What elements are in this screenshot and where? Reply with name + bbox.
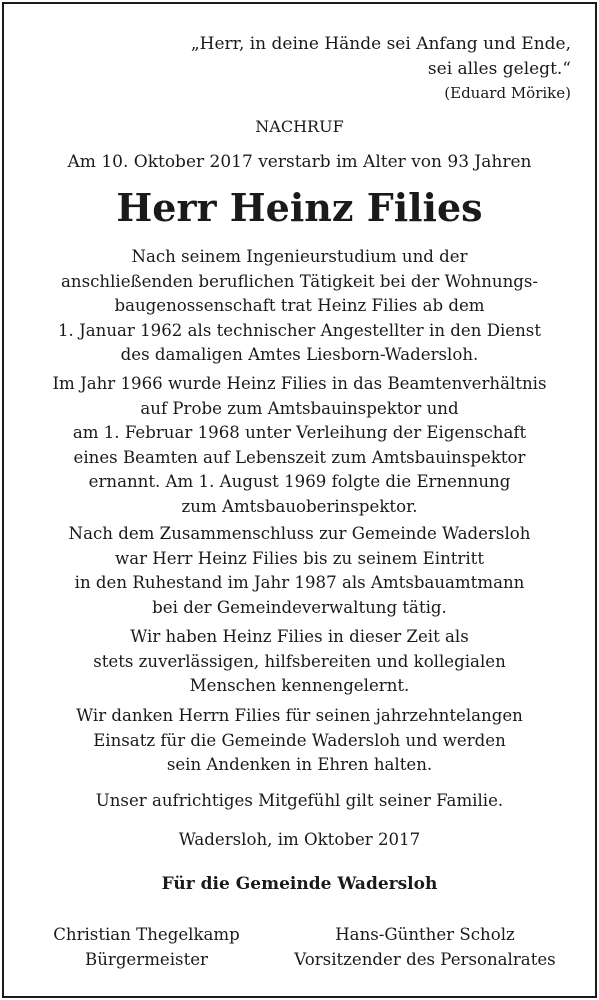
paragraph-character: Wir haben Heinz Filies in dieser Zeit als stets zuverlässigen, hilfsbereiten und kollegialen Menschen kennengelernt. [93, 627, 506, 696]
paragraph-career-start: Nach seinem Ingenieurstudium und der anschließenden beruflichen Tätigkeit bei der Wohnungs- baugenossenschaft trat Heinz Filies ab dem 1. Januar 1962 als technischer Angestellter in den Dienst des damaligen Amtes Liesborn-Wadersloh. [57, 247, 541, 365]
notice-heading: NACHRUF [255, 117, 344, 136]
organization-line: Für die Gemeinde Wadersloh [161, 874, 438, 894]
signatory-mayor [34, 922, 259, 972]
signatory-name: Hans-Günther Scholz [335, 925, 515, 944]
place-date: Wadersloh, im Oktober 2017 [178, 830, 421, 849]
signatory-role: Bürgermeister [85, 950, 208, 969]
signatory-staff-council [270, 922, 580, 972]
paragraph-retirement: Nach dem Zusammenschluss zur Gemeinde Wadersloh war Herr Heinz Filies bis zu seinem Eintritt in den Ruhestand im Jahr 1987 als Amtsbauamtmann bei der Gemeindeverwaltung tätig. [68, 524, 531, 617]
quote-author: (Eduard Mörike) [444, 84, 571, 102]
paragraph-civil-service: Im Jahr 1966 wurde Heinz Filies in das Beamtenverhältnis auf Probe zum Amtsbauinspektor und am 1. Februar 1968 unter Verleihung der Eigenschaft eines Beamten auf Lebenszeit zum Amtsbauinspektor ernannt. Am 1. August 1969 folgte die Ernennung zum Amtsbauoberinspektor. [52, 374, 547, 516]
quote-line-2: sei alles gelegt.“ [427, 59, 571, 79]
signatory-role: Vorsitzender des Personalrates [294, 950, 556, 969]
death-announcement: Am 10. Oktober 2017 verstarb im Alter von 93 Jahren [67, 152, 532, 172]
quote-line-1: „Herr, in deine Hände sei Anfang und Ende, [190, 34, 571, 54]
deceased-name: Herr Heinz Filies [116, 185, 483, 230]
paragraph-gratitude: Wir danken Herrn Filies für seinen jahrzehntelangen Einsatz für die Gemeinde Wadersloh und werden sein Andenken in Ehren halten. [76, 706, 523, 775]
paragraph-condolence: Unser aufrichtiges Mitgefühl gilt seiner Familie. [95, 791, 504, 810]
signatory-name: Christian Thegelkamp [53, 925, 240, 944]
epigraph-quote [191, 32, 571, 104]
